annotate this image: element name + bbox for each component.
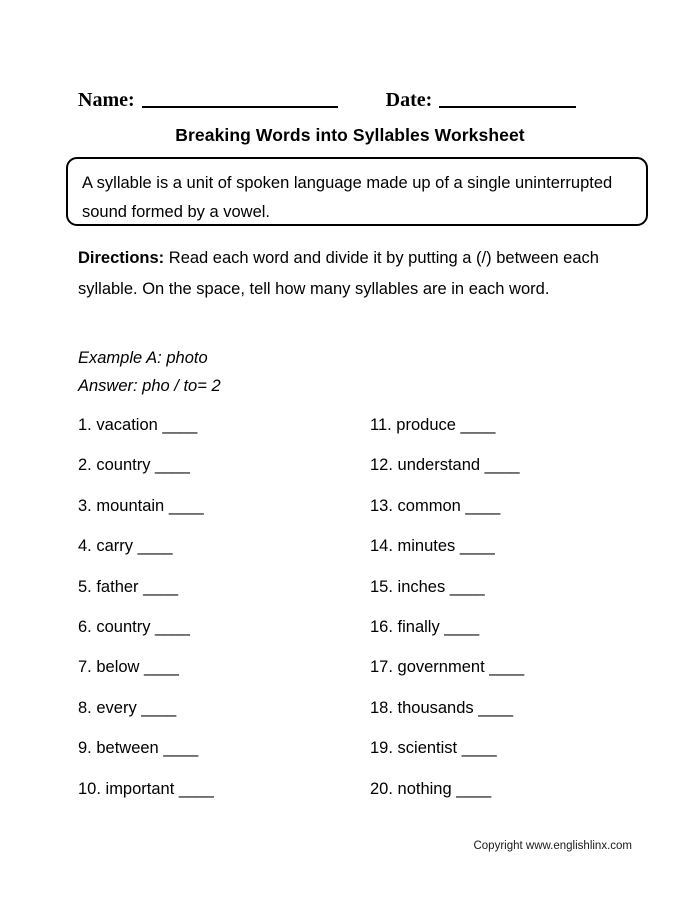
definition-text: A syllable is a unit of spoken language made up of a single uninterrupted sound formed by a vowel.: [82, 174, 613, 221]
item-word: inches: [392, 577, 450, 596]
list-item: [78, 656, 358, 696]
item-word: scientist: [392, 739, 462, 758]
list-item: [370, 697, 660, 737]
item-word: father: [91, 577, 144, 596]
item-word: common: [392, 496, 466, 515]
item-number: 14.: [370, 537, 393, 556]
item-word: country: [91, 456, 156, 475]
word-list: [0, 414, 700, 804]
answer-blank[interactable]: ____: [144, 658, 179, 677]
answer-blank[interactable]: ____: [484, 456, 519, 475]
item-number: 20.: [370, 779, 393, 798]
list-item: [370, 454, 660, 494]
answer-blank[interactable]: ____: [465, 496, 500, 515]
item-number: 12.: [370, 456, 393, 475]
answer-blank[interactable]: ____: [155, 456, 190, 475]
item-word: government: [392, 658, 490, 677]
item-word: every: [91, 698, 142, 717]
example-answer: Answer: pho / to= 2: [78, 377, 221, 395]
list-item: [78, 616, 358, 656]
answer-blank[interactable]: ____: [461, 739, 497, 758]
item-word: carry: [91, 537, 138, 556]
directions-block: [78, 243, 618, 305]
list-item: [370, 495, 660, 535]
answer-blank[interactable]: ____: [168, 496, 204, 515]
answer-blank[interactable]: ____: [459, 537, 495, 556]
example-prompt: Example A: photo: [78, 349, 208, 367]
item-word: vacation: [91, 416, 163, 434]
item-word: below: [91, 658, 145, 677]
item-number: 17.: [370, 658, 393, 677]
item-word: between: [91, 739, 164, 758]
name-date-row: [78, 84, 622, 110]
item-number: 19.: [370, 739, 393, 758]
directions-text: Read each word and divide it by putting a (/) between each syllable. On the space, tell how many syllables are in each word.: [78, 249, 599, 298]
item-number: 13.: [370, 496, 393, 515]
definition-box: [66, 157, 648, 226]
item-number: 16.: [370, 617, 393, 636]
list-item: [78, 778, 358, 818]
item-number: 18.: [370, 698, 393, 717]
item-number: 6.: [78, 617, 92, 636]
item-number: 2.: [78, 456, 92, 475]
item-word: important: [100, 779, 179, 798]
date-label: Date:: [385, 89, 433, 111]
item-number: 15.: [370, 577, 393, 596]
list-item: [78, 495, 358, 535]
list-item: [370, 737, 660, 777]
answer-blank[interactable]: ____: [163, 739, 198, 758]
copyright-notice: Copyright www.englishlinx.com: [473, 840, 632, 852]
item-word: thousands: [392, 698, 479, 717]
page-title: Breaking Words into Syllables Worksheet: [175, 125, 525, 145]
answer-blank[interactable]: ____: [141, 698, 176, 717]
answer-blank[interactable]: ____: [178, 779, 214, 798]
word-column-right: [370, 414, 660, 818]
item-word: understand: [392, 456, 485, 475]
item-word: minutes: [392, 537, 460, 556]
word-column-left: [78, 414, 358, 818]
item-word: finally: [392, 617, 445, 636]
answer-blank[interactable]: ____: [456, 779, 491, 798]
list-item: [370, 778, 660, 818]
item-number: 8.: [78, 698, 92, 717]
answer-blank[interactable]: ____: [478, 698, 513, 717]
list-item: [78, 737, 358, 777]
item-number: 9.: [78, 739, 92, 758]
answer-blank[interactable]: ____: [137, 537, 172, 556]
list-item: [78, 576, 358, 616]
answer-blank[interactable]: ____: [143, 577, 178, 596]
item-word: produce: [391, 416, 461, 434]
list-item: [78, 414, 358, 454]
item-word: mountain: [91, 496, 169, 515]
item-word: country: [91, 617, 156, 636]
item-number: 4.: [78, 537, 92, 556]
list-item: [370, 616, 660, 656]
list-item: [370, 656, 660, 696]
item-number: 10.: [78, 779, 101, 798]
answer-blank[interactable]: ____: [162, 416, 197, 434]
item-number: 11.: [370, 416, 392, 434]
answer-blank[interactable]: ____: [460, 416, 495, 434]
item-number: 5.: [78, 577, 92, 596]
answer-blank[interactable]: ____: [155, 617, 190, 636]
answer-blank[interactable]: ____: [444, 617, 479, 636]
item-number: 1.: [78, 416, 92, 434]
name-write-in-line[interactable]: [142, 106, 338, 108]
date-write-in-line[interactable]: [439, 106, 576, 108]
item-number: 7.: [78, 658, 92, 677]
list-item: [370, 535, 660, 575]
list-item: [370, 576, 660, 616]
item-number: 3.: [78, 496, 92, 515]
directions-label: Directions:: [78, 249, 165, 267]
list-item: [78, 535, 358, 575]
list-item: [78, 454, 358, 494]
list-item: [370, 414, 660, 454]
list-item: [78, 697, 358, 737]
answer-blank[interactable]: ____: [489, 658, 524, 677]
example-block: [78, 344, 478, 400]
item-word: nothing: [392, 779, 457, 798]
name-label: Name:: [78, 89, 135, 111]
answer-blank[interactable]: ____: [449, 577, 485, 596]
